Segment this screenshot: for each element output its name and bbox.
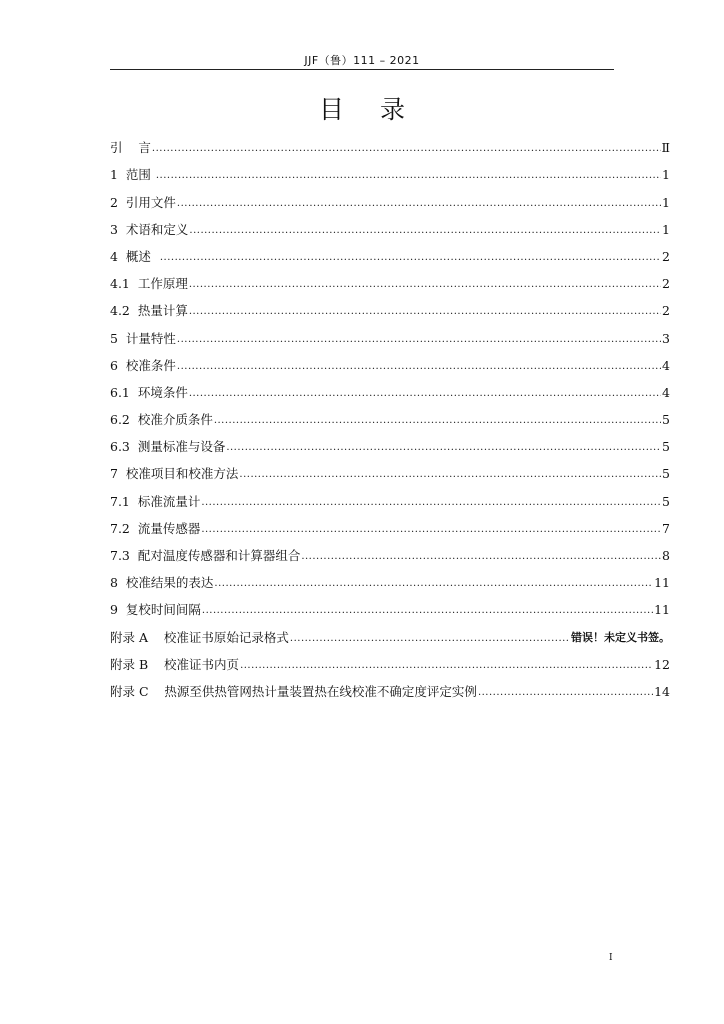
page-title [0, 90, 724, 126]
leader-dots [226, 442, 661, 454]
leader-dots [189, 388, 661, 400]
toc-entry[interactable] [110, 210, 670, 237]
toc-entry[interactable] [110, 400, 670, 427]
toc-entry-page: 3 [662, 330, 670, 346]
toc-entry[interactable] [110, 318, 670, 345]
toc-entry-page-error: 错误！未定义书签。 [571, 630, 670, 644]
leader-dots [202, 605, 653, 617]
table-of-contents [110, 128, 670, 699]
toc-entry[interactable] [110, 155, 670, 182]
toc-entry[interactable] [110, 291, 670, 318]
toc-entry[interactable] [110, 454, 670, 481]
leader-dots [189, 225, 661, 237]
toc-entry[interactable] [110, 237, 670, 264]
toc-entry-label: 7.2 流量传感器 [110, 520, 201, 536]
toc-entry-label: 1 范围 [110, 167, 155, 183]
leader-dots [201, 524, 661, 536]
toc-entry-label: 6 校准条件 [110, 357, 176, 373]
toc-entry-page: 2 [662, 276, 670, 292]
toc-entry[interactable] [110, 264, 670, 291]
toc-entry-page: 5 [662, 412, 670, 428]
title-char-2: 录 [379, 95, 405, 124]
toc-entry-label: 8 校准结果的表达 [110, 575, 214, 591]
toc-entry[interactable] [110, 617, 670, 644]
toc-entry[interactable] [110, 346, 670, 373]
toc-entry-label: 9 复校时间间隔 [110, 602, 201, 618]
toc-entry-page: 12 [654, 656, 670, 672]
leader-dots [478, 687, 653, 699]
leader-dots [177, 334, 661, 346]
toc-entry-label: 7.1 标准流量计 [110, 493, 201, 509]
toc-entry-page: 2 [662, 303, 670, 319]
leader-dots [189, 279, 661, 291]
toc-entry[interactable] [110, 645, 670, 672]
leader-dots [177, 361, 661, 373]
toc-entry-page: 5 [662, 466, 670, 482]
toc-entry[interactable] [110, 563, 670, 590]
toc-entry-label: 6.1 环境条件 [110, 384, 188, 400]
toc-entry-page: 1 [662, 221, 670, 237]
running-header: JJF（鲁）111 – 2021 [304, 54, 420, 67]
leader-dots [160, 252, 661, 264]
leader-dots [156, 170, 661, 182]
leader-dots [214, 415, 661, 427]
toc-entry-label: 附录 B 校准证书内页 [110, 656, 240, 672]
leader-dots [177, 198, 661, 210]
leader-dots [301, 551, 661, 563]
toc-entry-page: 2 [662, 248, 670, 264]
toc-entry-label: 3 术语和定义 [110, 221, 189, 237]
toc-entry[interactable] [110, 128, 670, 155]
leader-dots [239, 469, 661, 481]
toc-entry[interactable] [110, 590, 670, 617]
toc-entry-page: 1 [662, 167, 670, 183]
toc-entry-page: 1 [662, 194, 670, 210]
toc-entry-page: Ⅱ [661, 140, 670, 156]
leader-dots [152, 143, 661, 155]
toc-entry-label: 6.2 校准介质条件 [110, 412, 213, 428]
leader-dots [290, 633, 570, 645]
leader-dots [201, 497, 661, 509]
toc-entry-page: 4 [662, 357, 670, 373]
header-rule [110, 69, 614, 70]
toc-entry-label: 4.2 热量计算 [110, 303, 188, 319]
title-char-1: 目 [319, 95, 345, 124]
toc-entry[interactable] [110, 427, 670, 454]
toc-entry-page: 5 [662, 439, 670, 455]
toc-entry-label: 4 概述 [110, 248, 159, 264]
toc-entry-label: 附录 C 热源至供热管网热计量装置热在线校准不确定度评定实例 [110, 683, 477, 699]
leader-dots [189, 306, 661, 318]
toc-entry[interactable] [110, 373, 670, 400]
toc-entry-page: 7 [662, 520, 670, 536]
toc-entry[interactable] [110, 509, 670, 536]
toc-entry-page: 8 [662, 548, 670, 563]
toc-entry-page: 5 [662, 493, 670, 509]
toc-entry[interactable] [110, 672, 670, 699]
toc-entry-page: 11 [654, 575, 670, 591]
toc-entry-page: 14 [654, 683, 670, 699]
toc-entry-label: 引 言 [110, 140, 151, 156]
toc-entry-page: 4 [662, 384, 670, 400]
toc-entry-label: 6.3 测量标准与设备 [110, 439, 226, 455]
toc-entry-page: 11 [654, 602, 670, 618]
toc-entry-label: 7.3 配对温度传感器和计算器组合 [110, 548, 301, 563]
page-number: I [609, 953, 613, 963]
leader-dots [214, 578, 653, 590]
toc-entry-label: 5 计量特性 [110, 330, 176, 346]
toc-entry-label: 2 引用文件 [110, 194, 176, 210]
toc-entry[interactable] [110, 182, 670, 209]
toc-entry[interactable] [110, 481, 670, 508]
toc-entry-label: 4.1 工作原理 [110, 276, 188, 292]
toc-entry-label: 7 校准项目和校准方法 [110, 466, 239, 482]
toc-entry-label: 附录 A 校准证书原始记录格式 [110, 629, 289, 645]
leader-dots [240, 660, 653, 672]
toc-entry[interactable] [110, 536, 670, 563]
